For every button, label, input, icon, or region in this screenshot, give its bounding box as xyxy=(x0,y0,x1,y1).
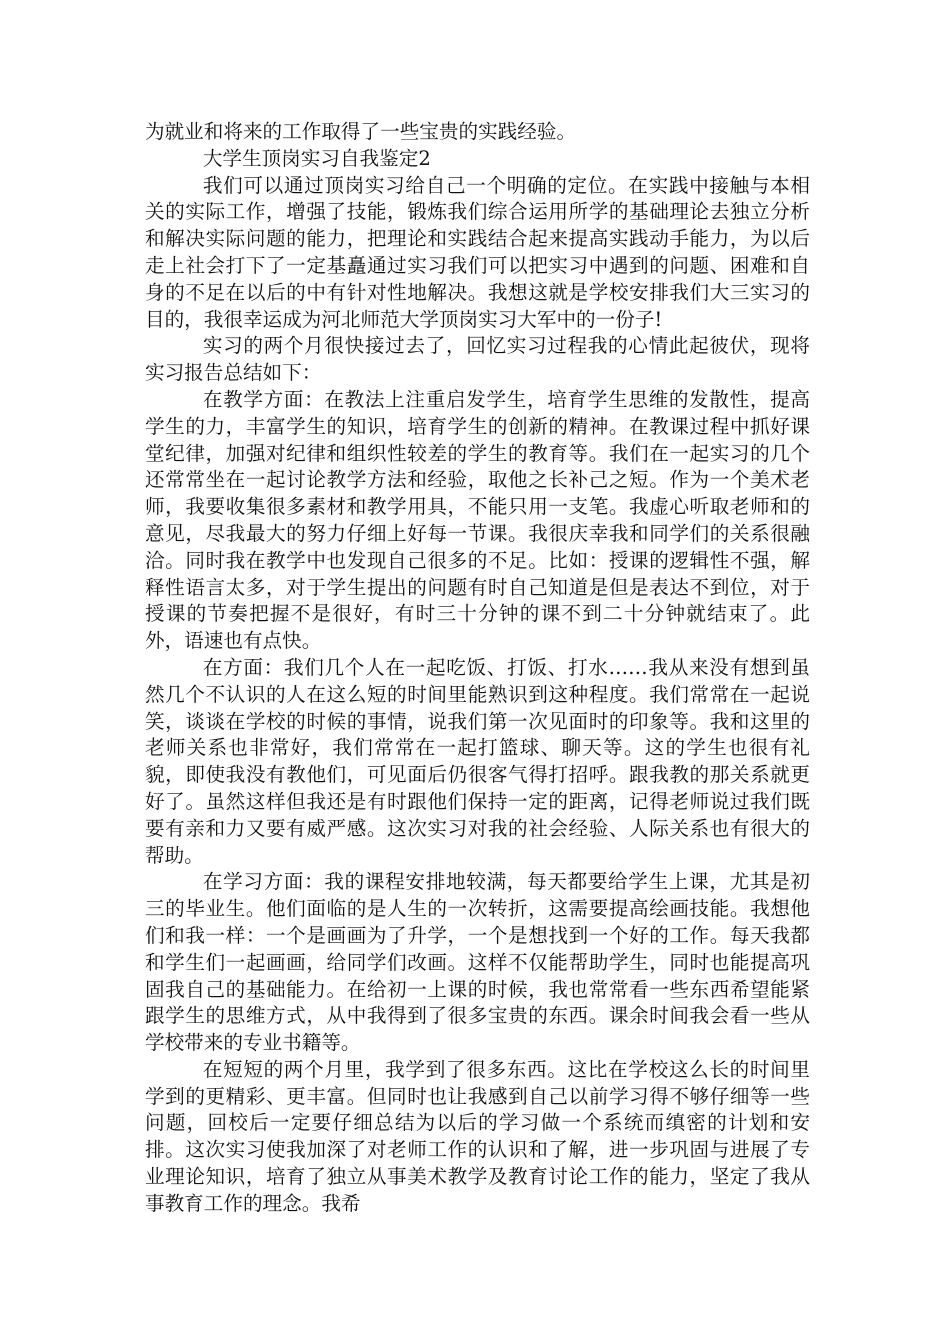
paragraph-teaching: 在教学方面：在教法上注重启发学生，培育学生思维的发散性，提高学生的力，丰富学生的知识，培育学生的创新的精神。在教课过程中抓好课堂纪律，加强对纪律和组织性较差的学生的教育等。我们在一起实习的几个还常常坐在一起讨论教学方法和经验，取他之长补己之短。作为一个美术老师，我要收集很多素材和教学用具，不能只用一支笔。我虚心听取老师和的意见，尽我最大的努力仔细上好每一节课。我很庆幸我和同学们的关系很融洽。同时我在教学中也发现自己很多的不足。比如：授课的逻辑性不强，解释性语言太多，对于学生提出的问题有时自己知道是但是表达不到位，对于授课的节奏把握不是很好，有时三十分钟的课不到二十分钟就结束了。此外，语速也有点快。 xyxy=(145,387,810,653)
paragraph-positioning: 我们可以通过顶岗实习给自己一个明确的定位。在实践中接触与本相关的实际工作，增强了技能，锻炼我们综合运用所学的基础理论去独立分析和解决实际问题的能力，把理论和实践结合起来提高实践动手能力，为以后走上社会打下了一定基矗通过实习我们可以把实习中遇到的问题、困难和自身的不足在以后的中有针对性地解决。我想这就是学校安排我们大三实习的目的，我很幸运成为河北师范大学顶岗实习大军中的一份子! xyxy=(145,173,810,331)
paragraph-life: 在方面：我们几个人在一起吃饭、打饭、打水……我从来没有想到虽然几个不认识的人在这么短的时间里能熟识到这种程度。我们常常在一起说笑，谈谈在学校的时候的事情，说我们第一次见面时的印象等。我和这里的老师关系也非常好，我们常常在一起打篮球、聊天等。这的学生也很有礼貌，即使我没有教他们，可见面后仍很客气得打招呼。跟我教的那关系就更好了。虽然这样但我还是有时跟他们保持一定的距离，记得老师说过我们既要有亲和力又要有威严感。这次实习对我的社会经验、人际关系也有很大的帮助。 xyxy=(145,655,810,867)
document-page xyxy=(145,119,810,1218)
paragraph-intro: 实习的两个月很快接过去了，回忆实习过程我的心情此起彼伏，现将实习报告总结如下： xyxy=(145,334,810,385)
paragraph-conclusion: 在短短的两个月里，我学到了很多东西。这比在学校这么长的时间里学到的更精彩、更丰富。但同时也让我感到自己以前学习得不够仔细等一些问题，回校后一定要仔细总结为以后的学习做一个系统而缜密的计划和安排。这次实习使我加深了对老师工作的认识和了解，进一步巩固与进展了专业理论知识，培育了独立从事美术教学及教育讨论工作的能力，坚定了我从事教育工作的理念。我希 xyxy=(145,1057,810,1215)
paragraph-continuation: 为就业和将来的工作取得了一些宝贵的实践经验。 xyxy=(145,120,577,143)
section-heading: 大学生顶岗实习自我鉴定2 xyxy=(202,146,431,170)
paragraph-study: 在学习方面：我的课程安排地较满，每天都要给学生上课，尤其是初三的毕业生。他们面临的是人生的一次转折，这需要提高绘画技能。我想他们和我一样：一个是画画为了升学，一个是想找到一个好的工作。每天我都和学生们一起画画，给同学们改画。这样不仅能帮助学生，同时也能提高巩固我自己的基础能力。在给初一上课的时候，我也常常看一些东西希望能紧跟学生的思维方式，从中我得到了很多宝贵的东西。课余时间我会看一些从学校带来的专业书籍等。 xyxy=(145,870,810,1055)
